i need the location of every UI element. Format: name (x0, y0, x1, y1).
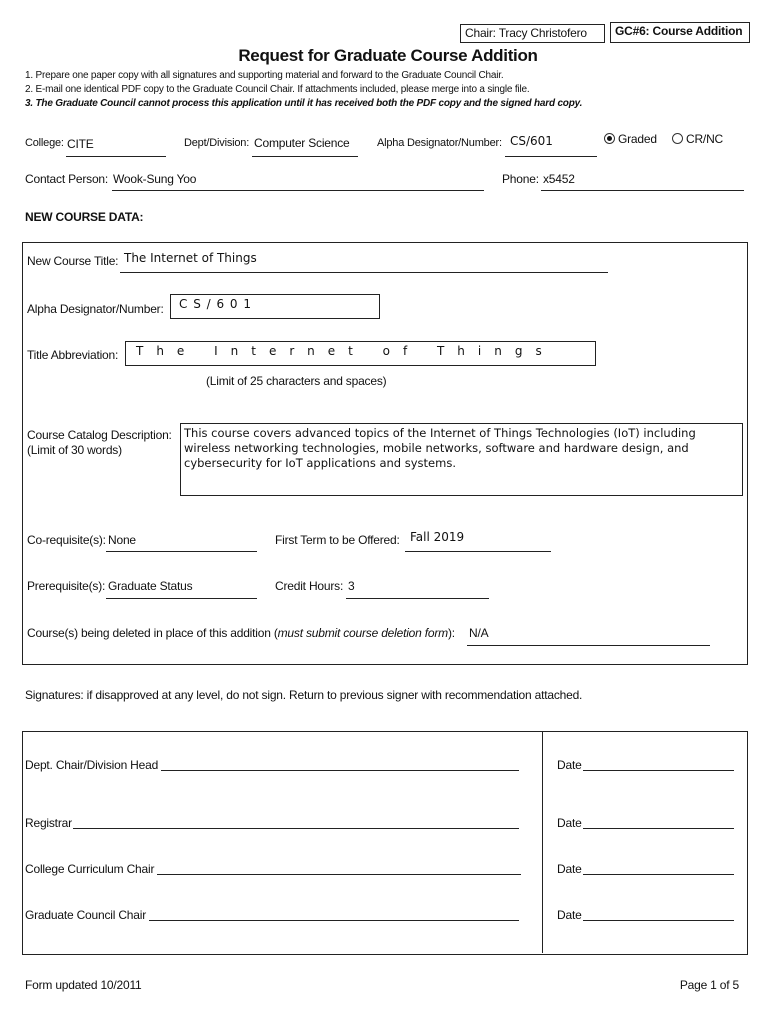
phone-field[interactable]: x5452 (543, 172, 575, 186)
course-title-field[interactable]: The Internet of Things (124, 251, 257, 265)
signature-line[interactable] (157, 874, 521, 875)
coreq-field[interactable]: None (108, 533, 136, 547)
graded-radio[interactable]: Graded (604, 132, 657, 146)
crnc-radio[interactable]: CR/NC (672, 132, 723, 146)
date-line[interactable] (583, 874, 734, 875)
signature-row: College Curriculum Chair (25, 862, 155, 876)
contact-label: Contact Person: (25, 172, 109, 186)
signature-line[interactable] (161, 770, 519, 771)
contact-field[interactable]: Wook-Sung Yoo (113, 172, 197, 186)
signature-line[interactable] (73, 828, 519, 829)
prereq-label: Prerequisite(s): (27, 579, 106, 593)
page-title: Request for Graduate Course Addition (238, 46, 538, 65)
signature-line[interactable] (149, 920, 519, 921)
abbrev-note: (Limit of 25 characters and spaces) (206, 374, 387, 388)
abbrev-label: Title Abbreviation: (27, 348, 119, 362)
date-label: Date (557, 758, 582, 772)
chair-label: Chair: Tracy Christofero (460, 24, 605, 43)
credit-field[interactable]: 3 (348, 579, 355, 593)
alpha-top-label: Alpha Designator/Number: (377, 137, 502, 149)
instruction-1: 1. Prepare one paper copy with all signatures and supporting material and forward to the Graduate Council Chair. (25, 70, 504, 81)
page-number: Page 1 of 5 (679, 978, 739, 992)
date-line[interactable] (583, 770, 734, 771)
date-label: Date (557, 816, 582, 830)
college-label: College: (25, 137, 64, 149)
signature-row: Dept. Chair/Division Head (25, 758, 159, 772)
credit-label: Credit Hours: (275, 579, 344, 593)
instruction-2: 2. E-mail one identical PDF copy to the Graduate Council Chair. If attachments included, please merge into a single file. (25, 84, 530, 95)
gc-label: GC#6: Course Addition (610, 22, 750, 43)
dept-field[interactable]: Computer Science (254, 136, 350, 150)
form-updated: Form updated 10/2011 (25, 978, 142, 992)
section-heading: NEW COURSE DATA: (25, 210, 144, 224)
date-label: Date (557, 908, 582, 922)
dept-label: Dept/Division: (184, 137, 250, 149)
course-title-label: New Course Title: (27, 254, 119, 268)
alpha-top-field[interactable]: CS/601 (510, 134, 553, 148)
catalog-note: (Limit of 30 words) (27, 443, 122, 457)
instruction-3: 3. The Graduate Council cannot process this application until it has received both the PDF copy and the signed hard copy. (25, 98, 583, 109)
signature-row: Graduate Council Chair (25, 908, 146, 922)
phone-label: Phone: (502, 172, 539, 186)
course-alpha-label: Alpha Designator/Number: (27, 302, 164, 316)
abbrev-field[interactable]: The Internet of Things (125, 341, 596, 366)
coreq-label: Co-requisite(s): (27, 533, 106, 547)
radio-unchecked-icon (672, 133, 683, 144)
date-line[interactable] (583, 828, 734, 829)
course-alpha-field[interactable]: C S / 6 0 1 (170, 294, 380, 319)
college-field[interactable]: CITE (67, 137, 94, 151)
signature-row: Registrar (25, 816, 72, 830)
date-label: Date (557, 862, 582, 876)
radio-checked-icon (604, 133, 615, 144)
signatures-note: Signatures: if disapproved at any level, do not sign. Return to previous signer with recommendation attached. (25, 688, 583, 702)
first-term-field[interactable]: Fall 2019 (410, 530, 465, 544)
catalog-field[interactable]: This course covers advanced topics of the Internet of Things Technologies (IoT) including wireless networking technologies, mobile networks, software and hardware design, and cybersecurity for IoT applications and systems. (180, 423, 743, 496)
date-line[interactable] (583, 920, 734, 921)
prereq-field[interactable]: Graduate Status (108, 579, 193, 593)
first-term-label: First Term to be Offered: (275, 533, 400, 547)
deleted-field[interactable]: N/A (469, 626, 489, 640)
catalog-label: Course Catalog Description: (27, 428, 172, 442)
deleted-label: Course(s) being deleted in place of this addition (must submit course deletion form): (27, 626, 455, 640)
